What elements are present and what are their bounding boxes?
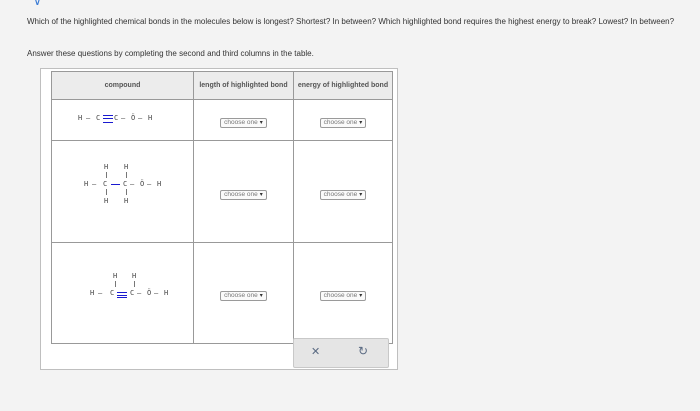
energy-select-3[interactable]: choose one ▾	[320, 291, 367, 301]
length-select-2[interactable]: choose one ▾	[220, 190, 267, 200]
compound-cell	[52, 100, 194, 141]
energy-select-2[interactable]: choose one ▾	[320, 190, 367, 200]
table-row	[52, 100, 393, 141]
chevron-down-icon: ▾	[259, 120, 263, 126]
chevron-down-icon: ▾	[359, 191, 363, 198]
chevron-down-icon: ▾	[359, 293, 363, 299]
chevron-down-icon: ▾	[259, 191, 263, 198]
length-select-1[interactable]: choose one ▾	[220, 118, 267, 128]
chevron-down-icon: ▾	[359, 120, 363, 126]
highlighted-triple-bond	[103, 115, 113, 123]
length-cell	[193, 141, 293, 243]
table-row	[52, 243, 393, 344]
compound-cell	[52, 141, 194, 243]
length-cell	[193, 243, 293, 344]
question-text: Which of the highlighted chemical bonds in the molecules below is longest? Shortest? In between? Which highlighted bond requires the highest energy to break? Lowest? In between?	[27, 17, 675, 26]
chevron-down-icon: ▾	[259, 293, 263, 299]
chevron-down-icon[interactable]	[33, 0, 45, 6]
close-icon[interactable]: ✕	[311, 346, 321, 358]
energy-cell	[293, 141, 392, 243]
answer-table	[51, 71, 393, 344]
highlighted-single-bond	[111, 184, 120, 185]
energy-cell	[293, 243, 392, 344]
action-bar	[293, 338, 389, 368]
instructions-text: Answer these questions by completing the second and third columns in the table.	[27, 49, 314, 58]
energy-cell	[293, 100, 392, 141]
compound-cell	[52, 243, 194, 344]
table-header-row	[52, 72, 393, 100]
molecule-3: H H H — C C — Ö — H	[90, 272, 169, 297]
length-cell	[193, 100, 293, 141]
length-select-3[interactable]: choose one ▾	[220, 291, 267, 301]
table-row	[52, 141, 393, 243]
molecule-2: H H H — C C — Ö — H H H	[84, 163, 162, 205]
answer-table-container	[40, 68, 398, 370]
header-compound: compound	[52, 72, 194, 100]
header-length: length of highlighted bond	[193, 72, 293, 100]
highlighted-double-bond	[117, 292, 127, 298]
header-energy: energy of highlighted bond	[293, 72, 392, 100]
undo-icon[interactable]: ↻	[358, 344, 369, 358]
energy-select-1[interactable]: choose one ▾	[320, 118, 367, 128]
molecule-1: H — C C — Ö — H	[78, 114, 153, 122]
